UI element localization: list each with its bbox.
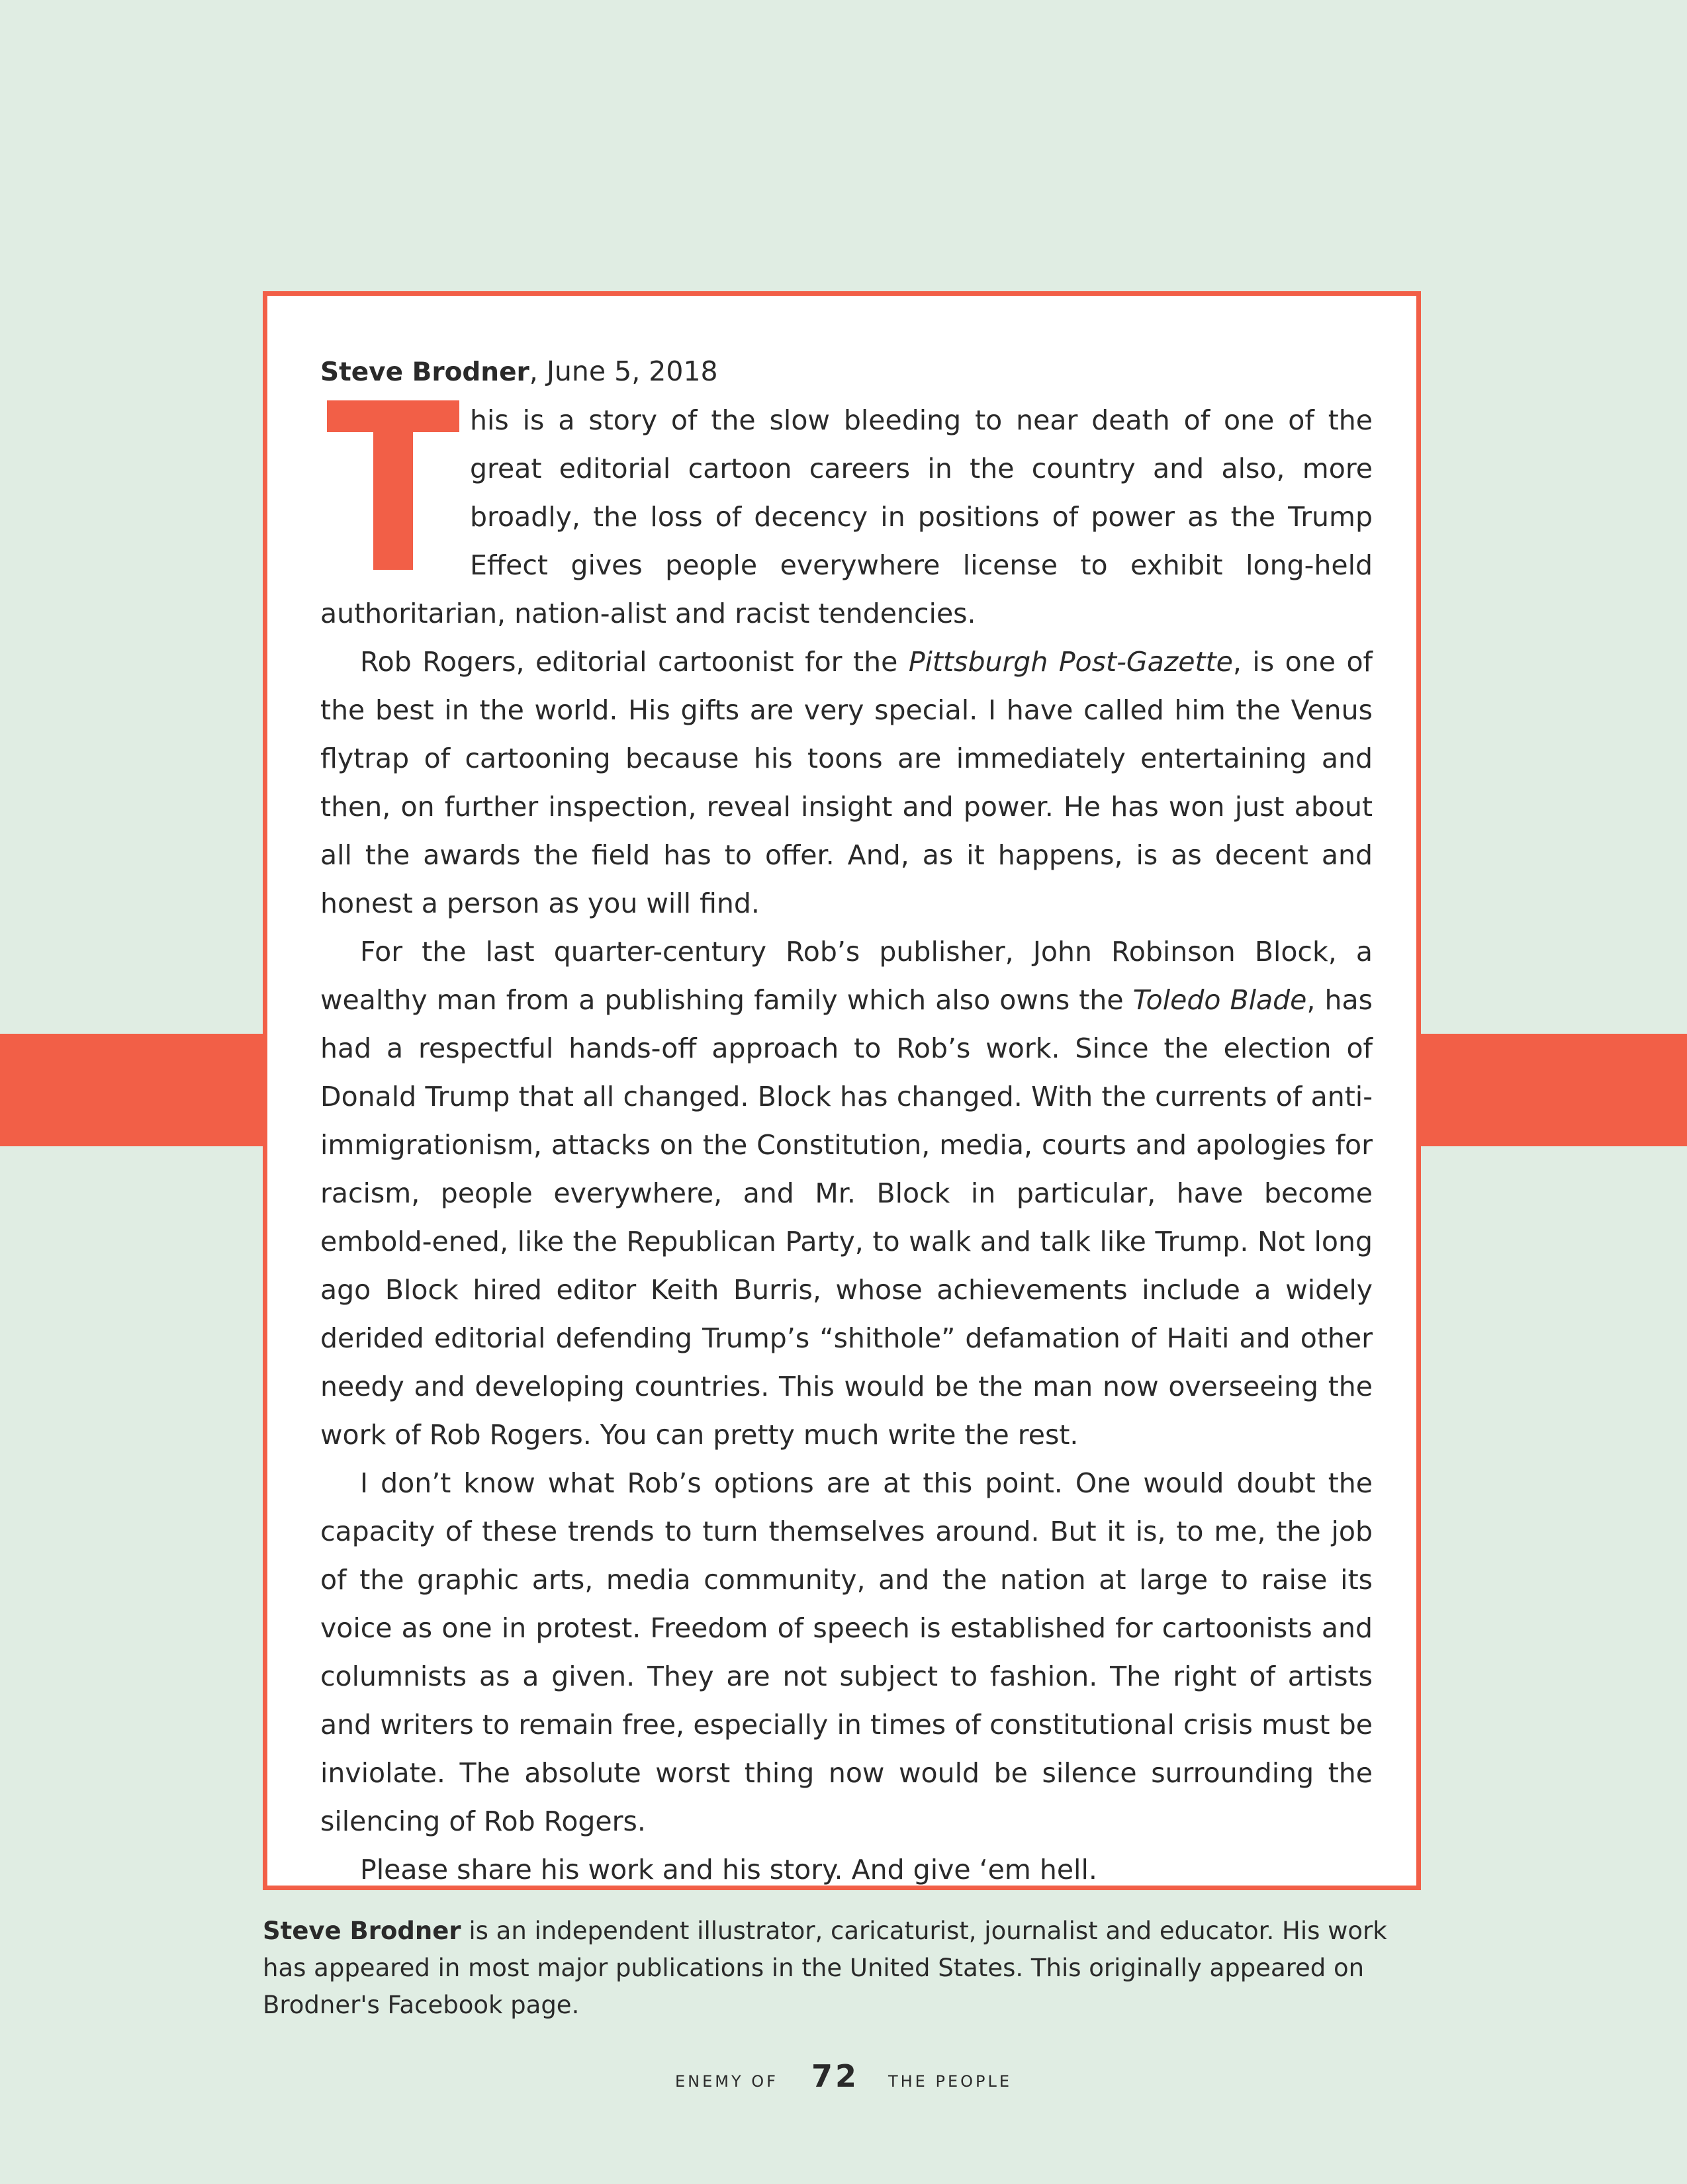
footer-right: THE PEOPLE bbox=[888, 2072, 1013, 2091]
paragraph-3-text-b: , has had a respectful hands-off approach to Rob’s work. Since the election of Donald Trump that all changed. Block has changed. With the currents of anti-immigrationism, attacks on the Constitution, media, courts and apologies for racism, people everywhere, and Mr. Block in particular, have become embold-ened, like the Republican Party, to walk and talk like Trump. Not long ago Block hired editor Keith Burris, whose achievements include a widely derided editorial defending Trump’s “shithole” defamation of Haiti and other needy and developing countries. This would be the man now overseeing the work of Rob Rogers. You can pretty much write the rest. bbox=[320, 984, 1373, 1451]
drop-cap-letter bbox=[327, 400, 459, 570]
drop-cap bbox=[320, 396, 470, 590]
page-number: 72 bbox=[811, 2058, 859, 2094]
page-footer bbox=[0, 2058, 1687, 2105]
author-bio bbox=[263, 1913, 1428, 2024]
article-box bbox=[263, 291, 1421, 1890]
paragraph-2 bbox=[320, 638, 1373, 928]
bio-text: is an independent illustrator, caricaturist, journalist and educator. His work has appeared in most major publications in the United States. This originally appeared on Brodner's Facebook page. bbox=[263, 1917, 1387, 2019]
article-body bbox=[320, 347, 1373, 1894]
paragraph-2-text-a: Rob Rogers, editorial cartoonist for the bbox=[360, 646, 909, 678]
paragraph-5: Please share his work and his story. And give ‘em hell. bbox=[360, 1854, 1097, 1886]
paragraph-2-text-b: , is one of the best in the world. His gifts are very special. I have called him the Venus flytrap of cartooning because his toons are immediately entertaining and then, on further inspection, reveal insight and power. He has won just about all the awards the field has to offer. And, as it happens, is as decent and honest a person as you will find. bbox=[320, 646, 1373, 919]
bio-author: Steve Brodner bbox=[263, 1917, 461, 1945]
paragraph-3-text-a: For the last quarter-century Rob’s publisher, John Robinson Block, a wealthy man from a publishing family which also owns the bbox=[320, 936, 1373, 1016]
paragraph-3 bbox=[320, 928, 1373, 1459]
paragraph-4: I don’t know what Rob’s options are at this point. One would doubt the capacity of these trends to turn themselves around. But it is, to me, the job of the graphic arts, media community, and the nation at large to raise its voice as one in protest. Freedom of speech is established for cartoonists and columnists as a given. They are not subject to fashion. The right of artists and writers to remain free, especially in times of constitutional crisis must be inviolate. The absolute worst thing now would be silence surrounding the silencing of Rob Rogers. bbox=[320, 1467, 1373, 1837]
byline-date: , June 5, 2018 bbox=[529, 355, 718, 387]
byline bbox=[320, 347, 1373, 396]
footer-left: ENEMY OF bbox=[674, 2072, 778, 2091]
publication-toledo-blade: Toledo Blade bbox=[1132, 984, 1307, 1016]
paragraph-1 bbox=[320, 396, 1373, 638]
byline-author: Steve Brodner bbox=[320, 357, 529, 387]
paragraph-1-text: his is a story of the slow bleeding to near death of one of the great editorial cartoon careers in the country and also, more broadly, the loss of decency in positions of power as the Trump Effect gives people everywhere license to exhibit long-held authoritarian, nation-alist and racist tendencies. bbox=[320, 404, 1373, 629]
publication-pittsburgh-post-gazette: Pittsburgh Post-Gazette bbox=[908, 646, 1233, 678]
